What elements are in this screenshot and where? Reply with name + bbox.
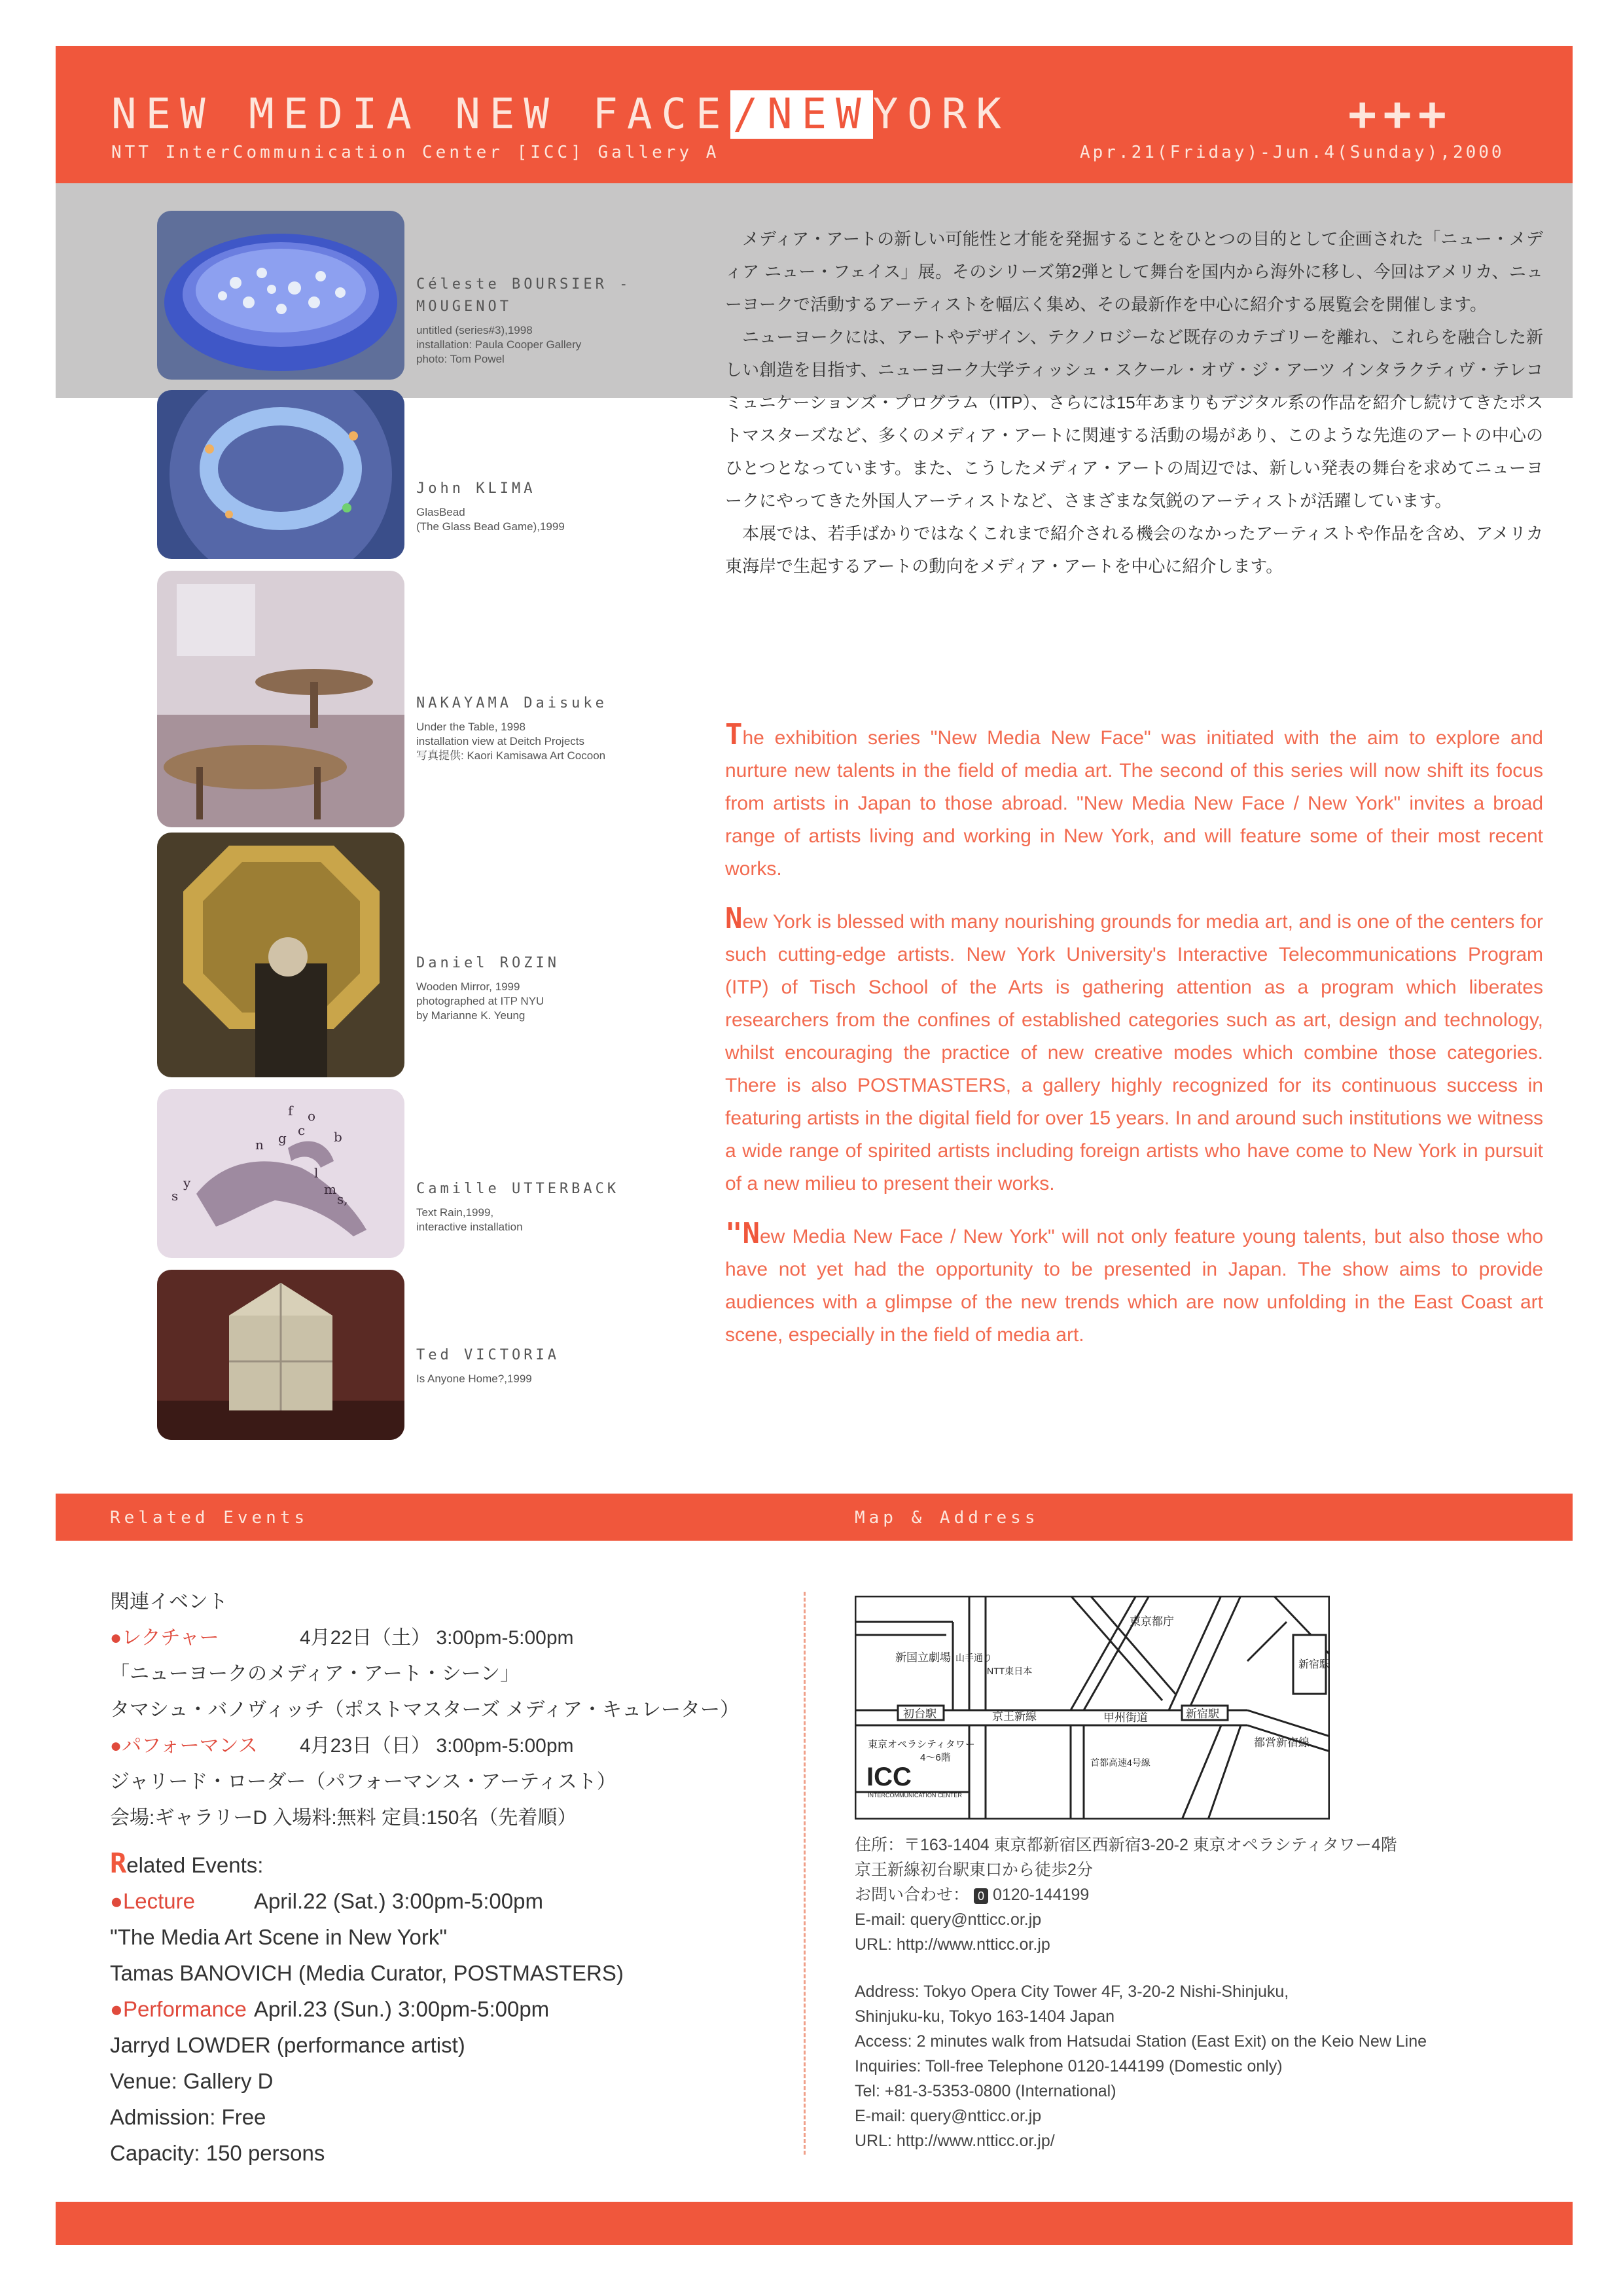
svg-text:m: m: [324, 1181, 336, 1197]
event-venue: Venue: Gallery D: [110, 2069, 274, 2093]
map-label: 東京都庁: [1130, 1615, 1174, 1628]
artwork-image-6: [157, 1270, 404, 1440]
work-line: GlasBead: [416, 506, 465, 518]
bullet-dot: ●: [110, 1889, 123, 1913]
map-label: 都営新宿線: [1254, 1736, 1310, 1749]
artwork-image-1: [157, 211, 404, 380]
quote-mark: ": [725, 1217, 743, 1250]
address-line: [855, 1882, 1561, 1907]
icc-logo-sub: INTERCOMMUNICATION CENTER: [868, 1792, 962, 1799]
event-row: [110, 1991, 764, 2027]
inquiry-label: お問い合わせ：: [855, 1886, 970, 1904]
event-performer: Jarryd LOWDER (performance artist): [110, 2033, 465, 2057]
address-line: Inquiries: Toll-free Telephone 0120-144199 (Domestic only): [855, 2057, 1283, 2075]
map-label: 京王新線: [992, 1710, 1037, 1723]
artwork-image-2: [157, 390, 404, 559]
map-address-heading: Map & Address: [855, 1508, 1039, 1528]
artwork-label-4: [416, 952, 704, 1023]
event-label: Lecture: [122, 1889, 196, 1913]
events-en-heading: [110, 1845, 764, 1883]
phone-number: 0120-144199: [992, 1886, 1090, 1904]
address-line: URL: http://www.ntticc.or.jp/: [855, 2132, 1055, 2150]
address-block: [855, 1833, 1561, 2153]
svg-text:b: b: [334, 1129, 342, 1145]
event-date: April.23 (Sun.) 3:00pm-5:00pm: [253, 1997, 550, 2021]
drop-cap: N: [742, 1217, 760, 1250]
work-line: by Marianne K. Yeung: [416, 1009, 526, 1022]
exhibition-title: [111, 90, 1010, 139]
en-paragraph: [725, 1217, 1543, 1352]
address-line: URL: http://www.ntticc.or.jp: [855, 1935, 1050, 1954]
title-part-2: YORK: [872, 90, 1010, 139]
bullet-dot: ●: [110, 1997, 123, 2021]
event-performer: ジャリード・ローダー（パフォーマンス・アーティスト）: [110, 1771, 616, 1793]
work-line: interactive installation: [416, 1221, 523, 1233]
free-dial-icon: 0: [974, 1888, 988, 1904]
drop-cap: R: [110, 1847, 127, 1879]
map-label: 4〜6階: [920, 1752, 951, 1763]
en-paragraph: [725, 719, 1543, 886]
svg-text:f: f: [288, 1103, 293, 1119]
map-label: 初台駅: [903, 1708, 936, 1720]
map-label: NTT東日本: [987, 1666, 1033, 1676]
jp-paragraph: 本展では、若手ばかりではなくこれまで紹介される機会のなかったアーティストや作品を含め、アメリカ東海岸で生起するアートの動向をメディア・アートを中心に紹介します。: [725, 524, 1543, 576]
map-label: 東京オペラシティタワー: [868, 1739, 975, 1750]
en-paragraph-text: he exhibition series "New Media New Face" was initiated with the aim to explore and nurture new talents in the field of media art. The second of this series will now shift its focus from artists in Japan to those abroad. "New Media New Face / New York" invites a broad range of artists living and working in New York, and will feature some of their most recent works.: [725, 727, 1543, 880]
address-line: Access: 2 minutes walk from Hatsudai Station (East Exit) on the Keio New Line: [855, 2032, 1427, 2051]
events-jp-heading: 関連イベント: [110, 1591, 228, 1613]
event-date: 4月23日（日） 3:00pm-5:00pm: [300, 1735, 574, 1757]
jp-paragraph: メディア・アートの新しい可能性と才能を発掘することをひとつの目的として企画された「ニュー・メディア ニュー・フェイス」展。そのシリーズ第2弾として舞台を国内から海外に移し、今回はアメリカ、ニューヨークで活動するアーティストを幅広く集め、その最新作を中心に紹介する展覧会を開催します。: [725, 229, 1543, 314]
work-line: Text Rain,1999,: [416, 1206, 494, 1219]
event-speaker: Tamas BANOVICH (Media Curator, POSTMASTERS): [110, 1961, 624, 1985]
address-line: Tel: +81-3-5353-0800 (International): [855, 2082, 1116, 2100]
work-line: photo: Tom Powel: [416, 353, 505, 365]
work-line: Is Anyone Home?,1999: [416, 1372, 532, 1385]
artwork-label-5: [416, 1178, 704, 1234]
event-title: 「ニューヨークのメディア・アート・シーン」: [110, 1663, 520, 1685]
title-highlight: /NEW: [730, 90, 873, 139]
map-label: 新国立劇場: [895, 1651, 951, 1664]
address-line: Shinjuku-ku, Tokyo 163-1404 Japan: [855, 2007, 1115, 2026]
artist-name: Ted VICTORIA: [416, 1347, 560, 1363]
svg-text:g: g: [278, 1130, 287, 1146]
english-intro: [725, 719, 1543, 1369]
event-date: April.22 (Sat.) 3:00pm-5:00pm: [253, 1889, 543, 1913]
event-capacity: Capacity: 150 persons: [110, 2141, 325, 2165]
map-label: 新宿駅: [1186, 1708, 1219, 1720]
event-label: ●レクチャー: [110, 1627, 219, 1649]
drop-cap: T: [725, 718, 743, 751]
related-events-heading: Related Events: [110, 1508, 309, 1528]
heading-text: elated Events:: [126, 1853, 264, 1877]
artwork-label-6: [416, 1344, 704, 1386]
svg-text:o: o: [308, 1108, 316, 1124]
footer-band: [56, 2202, 1573, 2245]
artwork-image-4: [157, 833, 404, 1077]
column-divider: [804, 1592, 806, 2155]
svg-text:s: s: [171, 1188, 179, 1204]
address-line: 住所：〒163-1404 東京都新宿区西新宿3-20-2 東京オペラシティタワー4階: [855, 1836, 1397, 1854]
work-line: photographed at ITP NYU: [416, 995, 544, 1007]
event-admission: Admission: Free: [110, 2105, 266, 2129]
svg-text:s,: s,: [337, 1191, 348, 1207]
work-line: installation: Paula Cooper Gallery: [416, 338, 582, 351]
artwork-image-3: [157, 571, 404, 827]
jp-paragraph: ニューヨークには、アートやデザイン、テクノロジーなど既存のカテゴリーを離れ、これらを融合した新しい創造を目指す、ニューヨーク大学ティッシュ・スクール・オヴ・ジ・アーツ インタラクティヴ・テレコミュニケーションズ・プログラム（ITP）、さらには15年あまりもデジタル系の作品を紹介し続けてきたポストマスターズなど、多くのメディア・アートに関連する活動の場があり、このような先進のアートの中心のひとつとなっています。また、こうしたメディア・アートの周辺では、新しい発表の舞台を求めてニューヨークにやってきた外国人アーティストなど、さまざまな気鋭のアーティストが活躍しています。: [725, 327, 1543, 511]
artwork-label-1: [416, 274, 704, 367]
map-label: 甲州街道: [1103, 1712, 1148, 1724]
map-label: 新宿駅: [1298, 1659, 1330, 1670]
artist-name: John KLIMA: [416, 480, 536, 497]
artist-name: NAKAYAMA Daisuke: [416, 695, 607, 711]
svg-text:y: y: [183, 1175, 191, 1191]
svg-text:n: n: [255, 1137, 264, 1153]
work-line: Under the Table, 1998: [416, 721, 526, 733]
related-events: [110, 1584, 764, 2171]
exhibition-dates: Apr.21(Friday)-Jun.4(Sunday),2000: [1080, 143, 1505, 162]
svg-text:l: l: [314, 1165, 319, 1181]
en-paragraph-text: ew Media New Face / New York" will not only feature young talents, but also those who have not yet had the opportunity to be presented in Japan. The show aims to provide audiences with a glimpse of the new trends which are now unfolding in the East Coast art scene, especially in the field of media art.: [725, 1226, 1543, 1346]
artist-name: Camille UTTERBACK: [416, 1181, 620, 1197]
artwork-label-3: [416, 692, 704, 763]
event-row: [110, 1883, 764, 1919]
map-label: 首都高速4号線: [1090, 1757, 1150, 1768]
artist-name: Daniel ROZIN: [416, 955, 560, 971]
map-label: 山手通り: [955, 1653, 992, 1663]
icc-logo: ICC: [866, 1763, 912, 1791]
location-map: [855, 1596, 1330, 1820]
work-line: untitled (series#3),1998: [416, 324, 533, 336]
work-line: Wooden Mirror, 1999: [416, 980, 520, 993]
japanese-intro: [725, 223, 1543, 583]
en-paragraph: [725, 903, 1543, 1200]
artwork-image-5: [157, 1089, 404, 1258]
address-line: Address: Tokyo Opera City Tower 4F, 3-20-2 Nishi-Shinjuku,: [855, 1982, 1289, 2001]
venue-line: NTT InterCommunication Center [ICC] Gallery A: [111, 143, 720, 162]
work-line: 写真提供: Kaori Kamisawa Art Cocoon: [416, 749, 606, 762]
plus-mark: +++: [1348, 86, 1454, 141]
artwork-label-2: [416, 478, 704, 534]
address-line: E-mail: query@ntticc.or.jp: [855, 2107, 1042, 2125]
event-venue: 会場:ギャラリーD 入場料:無料 定員:150名（先着順）: [110, 1807, 577, 1829]
work-line: installation view at Deitch Projects: [416, 735, 585, 747]
event-label: Performance: [122, 1997, 247, 2021]
address-line: 京王新線初台駅東口から徒歩2分: [855, 1861, 1093, 1879]
event-speaker: タマシュ・バノヴィッチ（ポストマスターズ メディア・キュレーター）: [110, 1699, 740, 1721]
event-label: ●パフォーマンス: [110, 1735, 258, 1757]
title-part-1: NEW MEDIA NEW FACE: [111, 90, 730, 139]
drop-cap: N: [725, 902, 743, 935]
en-paragraph-text: ew York is blessed with many nourishing grounds for media art, and is one of the centers for such cutting-edge artists. New York University's Interactive Telecommunications Program (ITP) of Tisch School of the Arts is gathering attention as a program which liberates researchers from the confines of established categories such as art, design and technology, whilst encouraging the practice of new creative modes which combine those categories. There is also POSTMASTERS, a gallery highly recognized for its continuous success in featuring artists in the digital field for over 15 years. In and around such institutions we witness a wide range of spirited artists including foreign artists who have come to New York in pursuit of a new milieu to present their works.: [725, 911, 1543, 1194]
svg-text:c: c: [298, 1122, 306, 1138]
work-line: (The Glass Bead Game),1999: [416, 520, 565, 533]
event-date: 4月22日（土） 3:00pm-5:00pm: [300, 1627, 574, 1649]
event-title: "The Media Art Scene in New York": [110, 1925, 448, 1949]
event-row: [110, 1620, 764, 1656]
address-line: E-mail: query@ntticc.or.jp: [855, 1910, 1042, 1929]
artist-name: Céleste BOURSIER -MOUGENOT: [416, 276, 632, 315]
event-row: [110, 1728, 764, 1764]
